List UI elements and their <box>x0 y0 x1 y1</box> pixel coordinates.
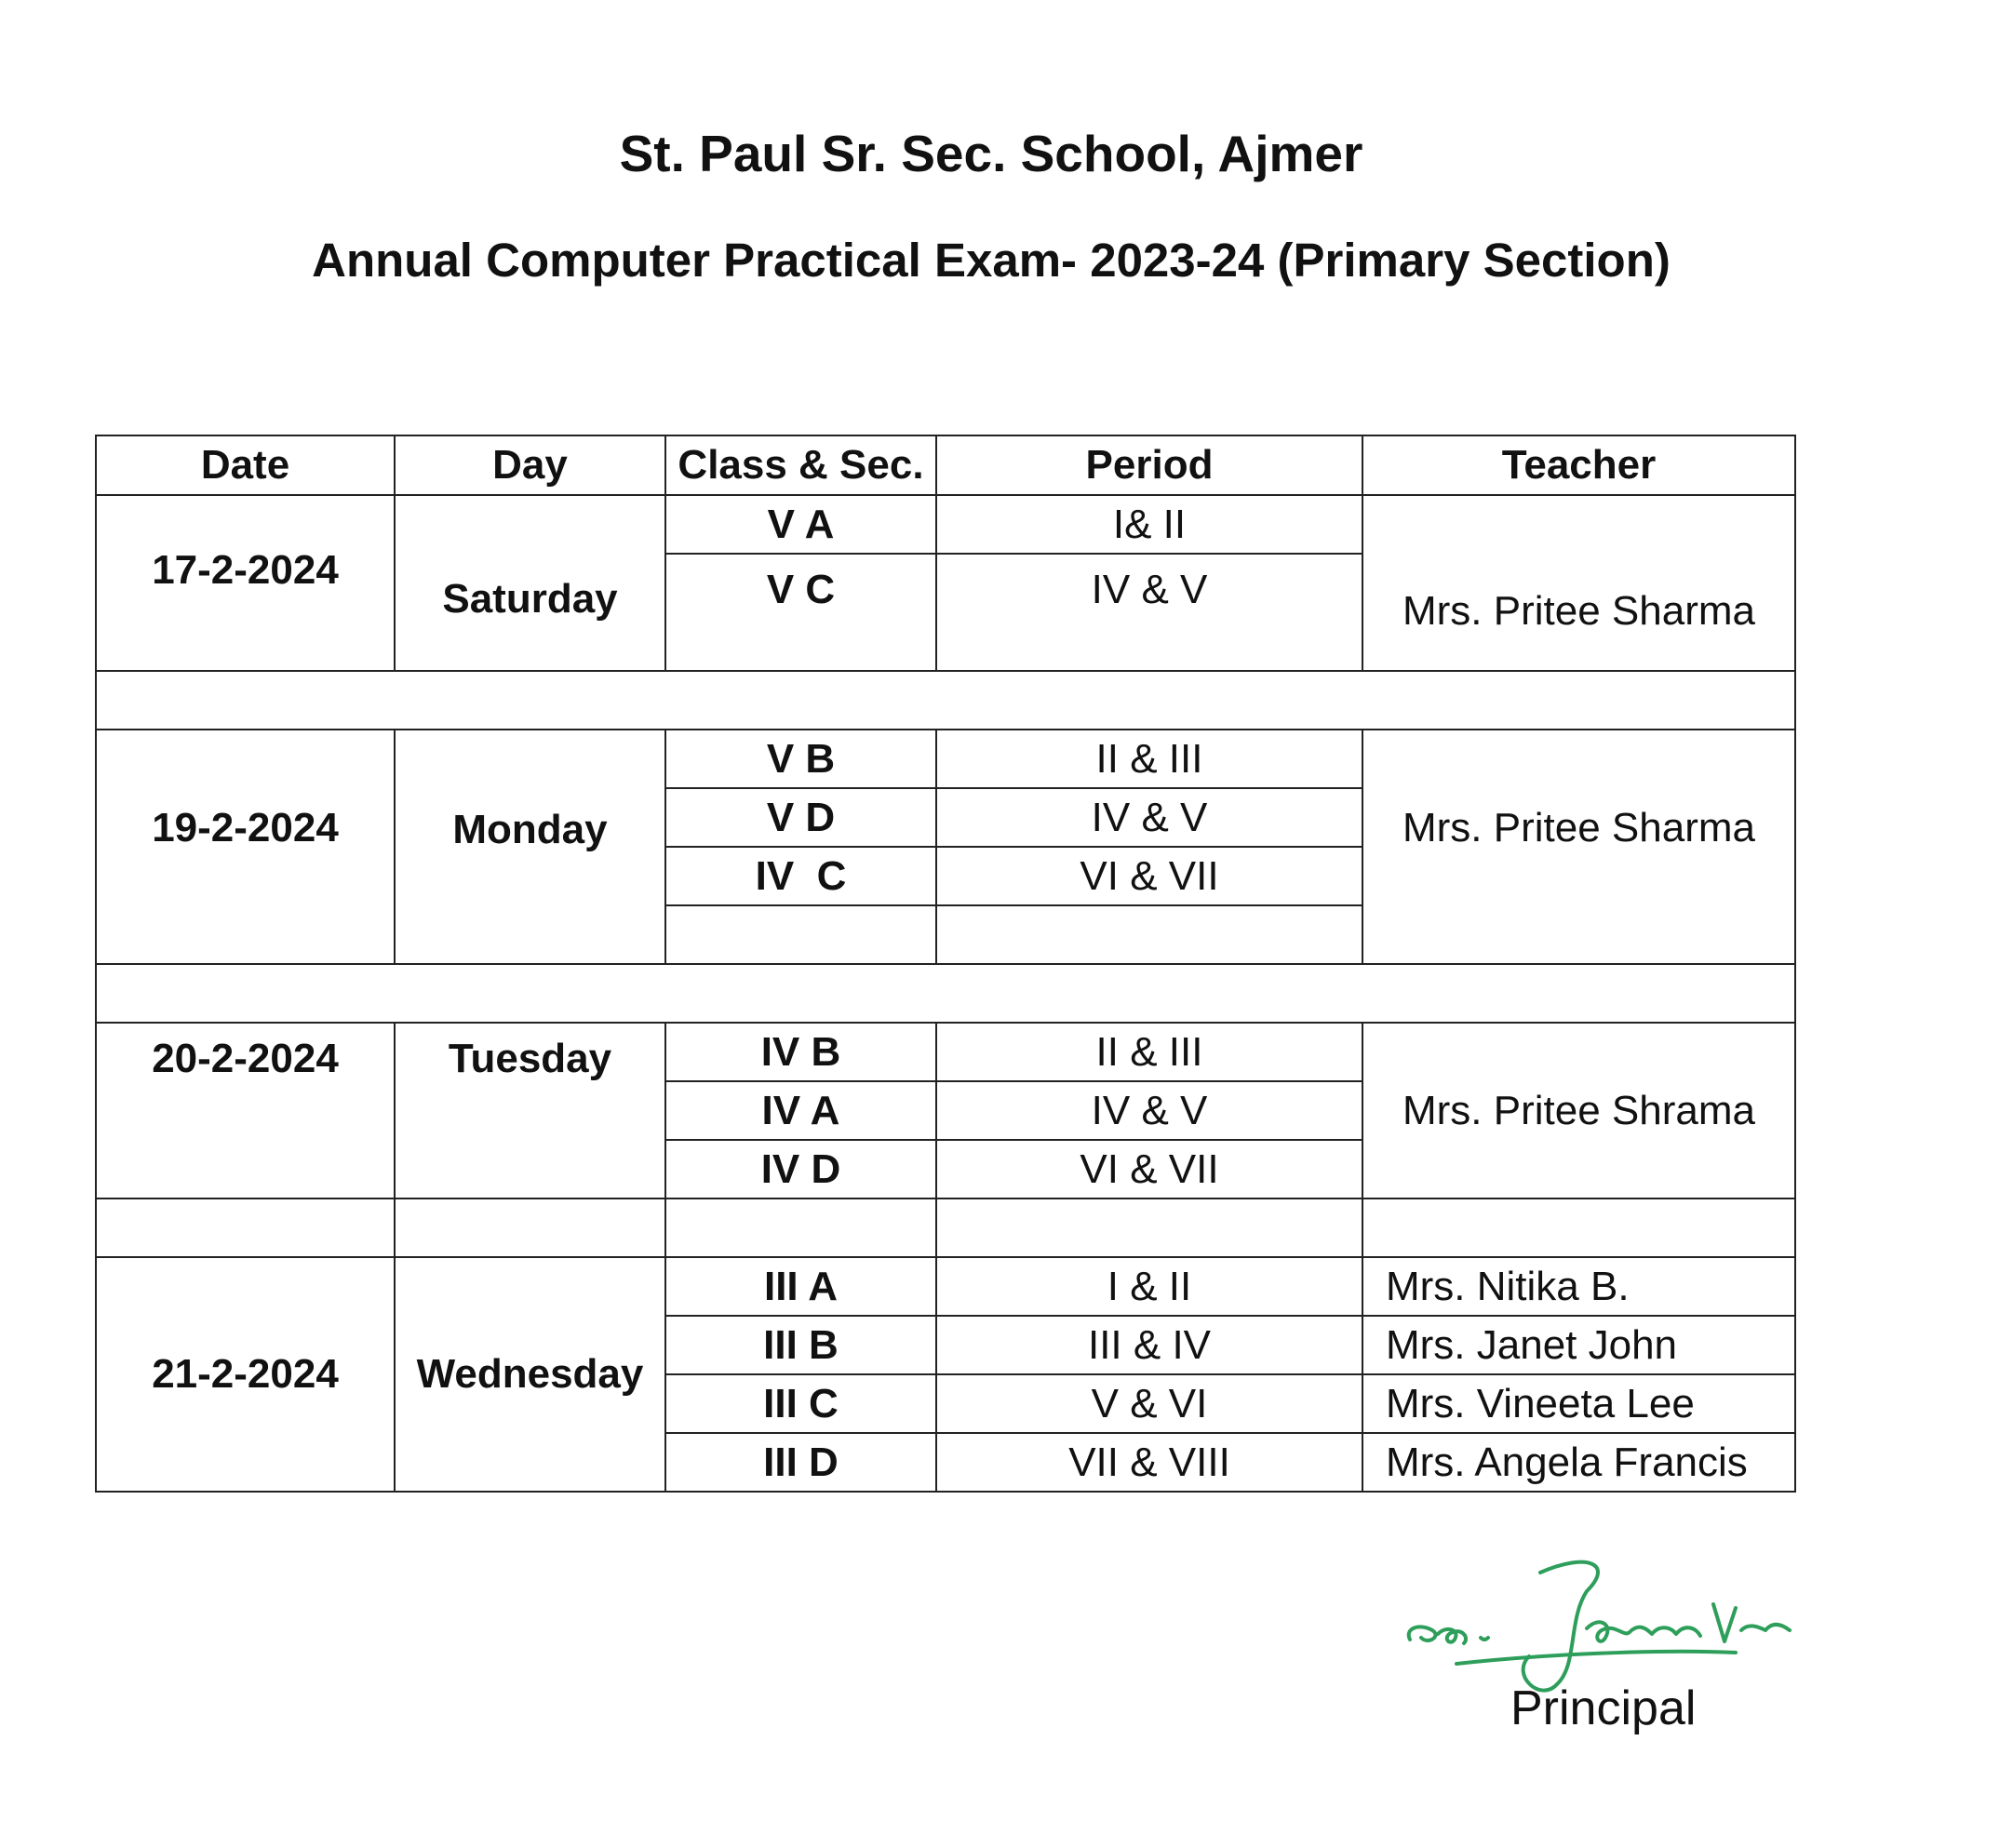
teacher-cell: Mrs. Vineeta Lee <box>1362 1374 1795 1433</box>
column-header-class: Class & Sec. <box>665 435 936 495</box>
column-header-teacher: Teacher <box>1362 435 1795 495</box>
teacher-cell: Mrs. Janet John <box>1362 1316 1795 1374</box>
spacer-row <box>96 964 1795 1023</box>
period-cell: IV & V <box>936 788 1362 847</box>
teacher-cell: Mrs. Nitika B. <box>1362 1257 1795 1316</box>
table-header-row <box>96 435 1795 495</box>
day-cell: Monday <box>395 730 665 964</box>
empty-cell <box>1362 1199 1795 1257</box>
empty-cell <box>665 1199 936 1257</box>
empty-cell <box>96 1199 395 1257</box>
date-cell: 19-2-2024 <box>96 730 395 964</box>
day-cell: Saturday <box>395 495 665 671</box>
class-cell: V D <box>665 788 936 847</box>
empty-row <box>96 1199 1795 1257</box>
class-cell: IV B <box>665 1023 936 1081</box>
spacer-cell <box>96 671 1795 730</box>
class-cell: V A <box>665 495 936 554</box>
period-cell: I & II <box>936 1257 1362 1316</box>
class-cell: III D <box>665 1433 936 1492</box>
day-cell: Tuesday <box>395 1023 665 1199</box>
empty-cell <box>936 1199 1362 1257</box>
teacher-cell: Mrs. Pritee Sharma <box>1362 495 1795 671</box>
class-cell: IV D <box>665 1140 936 1199</box>
teacher-cell: Mrs. Pritee Shrama <box>1362 1023 1795 1199</box>
period-cell: VI & VII <box>936 1140 1362 1199</box>
period-cell: IV & V <box>936 1081 1362 1140</box>
exam-schedule-table <box>95 435 1796 1493</box>
class-cell: V C <box>665 554 936 671</box>
period-cell: V & VI <box>936 1374 1362 1433</box>
table-row <box>96 1257 1795 1316</box>
period-cell: VII & VIII <box>936 1433 1362 1492</box>
class-cell: IV C <box>665 847 936 905</box>
exam-title: Annual Computer Practical Exam- 2023-24 (Primary Section) <box>312 234 1671 287</box>
period-cell: I& II <box>936 495 1362 554</box>
date-cell: 21-2-2024 <box>96 1257 395 1492</box>
empty-cell <box>395 1199 665 1257</box>
class-cell: V B <box>665 730 936 788</box>
table-row <box>96 730 1795 788</box>
school-title: St. Paul Sr. Sec. School, Ajmer <box>619 125 1363 182</box>
principal-signature <box>1401 1545 1838 1694</box>
column-header-period: Period <box>936 435 1362 495</box>
period-cell: VI & VII <box>936 847 1362 905</box>
column-header-day: Day <box>395 435 665 495</box>
teacher-cell: Mrs. Pritee Sharma <box>1362 730 1795 964</box>
empty-class-cell <box>665 905 936 964</box>
table-row <box>96 495 1795 554</box>
principal-label: Principal <box>1510 1681 1697 1735</box>
class-cell: IV A <box>665 1081 936 1140</box>
date-cell: 17-2-2024 <box>96 495 395 671</box>
period-cell: IV & V <box>936 554 1362 671</box>
column-header-date: Date <box>96 435 395 495</box>
day-cell: Wednesday <box>395 1257 665 1492</box>
class-cell: III C <box>665 1374 936 1433</box>
teacher-cell: Mrs. Angela Francis <box>1362 1433 1795 1492</box>
class-cell: III A <box>665 1257 936 1316</box>
class-cell: III B <box>665 1316 936 1374</box>
empty-period-cell <box>936 905 1362 964</box>
date-cell: 20-2-2024 <box>96 1023 395 1199</box>
spacer-row <box>96 671 1795 730</box>
period-cell: III & IV <box>936 1316 1362 1374</box>
period-cell: II & III <box>936 1023 1362 1081</box>
table-row <box>96 1023 1795 1081</box>
period-cell: II & III <box>936 730 1362 788</box>
spacer-cell <box>96 964 1795 1023</box>
